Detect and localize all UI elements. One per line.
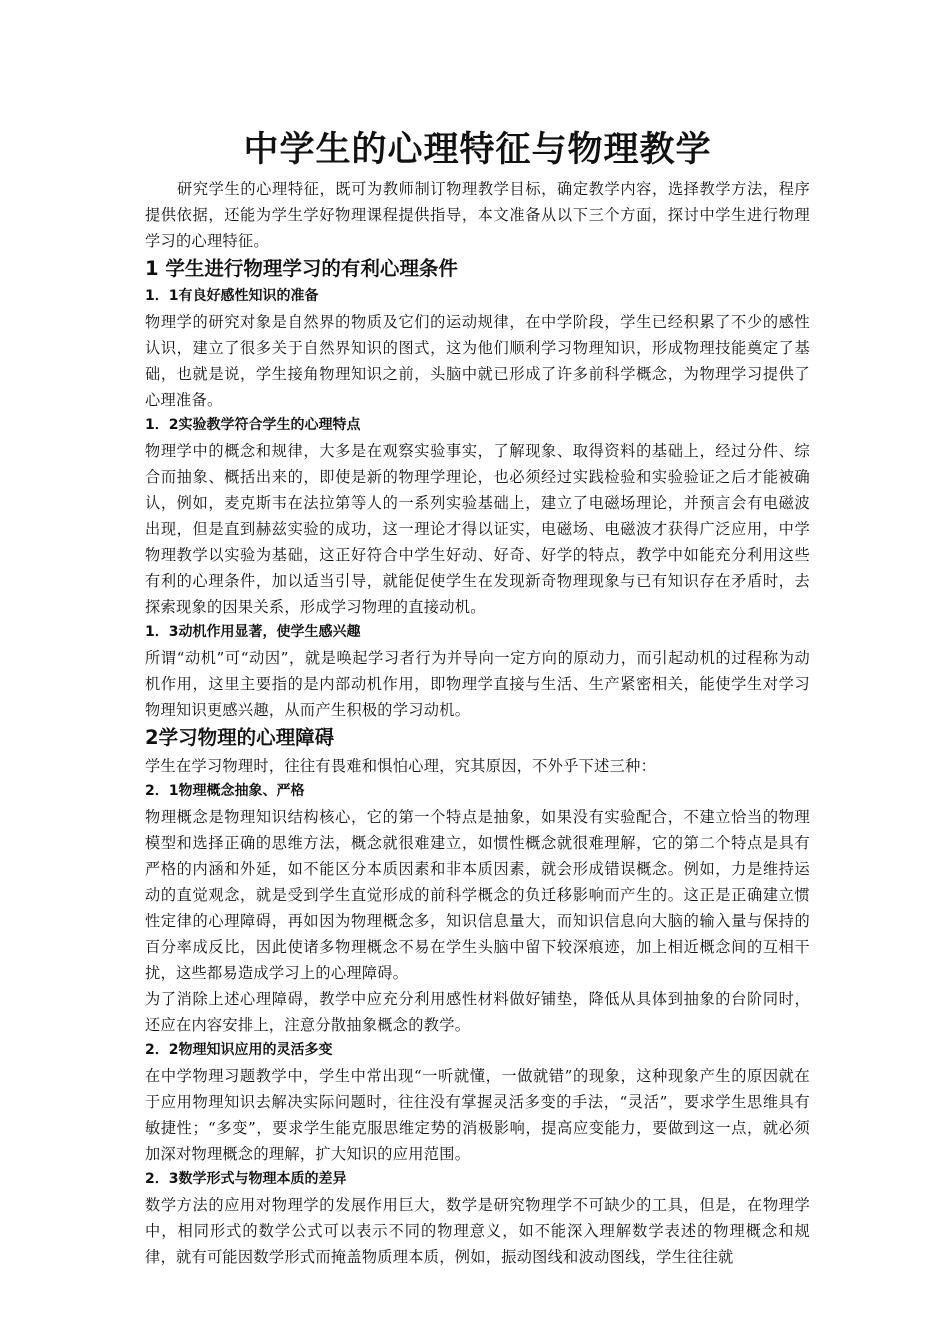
subsection-heading: 2．1物理概念抽象、严格 (145, 783, 305, 799)
document-title: 中学生的心理特征与物理教学 (243, 130, 712, 170)
section-heading: 2学习物理的心理障碍 (145, 726, 335, 749)
body-paragraph: 物理学中的概念和规律，大多是在观察实验事实，了解现象、取得资料的基础上，经过分件、综合而抽象、概括出来的，即使是新的物理学理论，也必须经过实践检验和实验验证之后才能被确认，例如，麦克斯韦在法拉第等人的一系列实验基础上，建立了电磁场理论，并预言会有电磁波出现，但是直到赫兹实验的成功，这一理论才得以证实，电磁场、电磁波才获得广泛应用，中学物理教学以实验为基础，这正好符合中学生好动、好奇、好学的特点，教学中如能充分利用这些有利的心理条件，加以适当引导，就能促使学生在发现新奇物理现象与已有知识存在矛盾时，去探索现象的因果关系，形成学习物理的直接动机。 (145, 442, 810, 616)
section-heading: 1 学生进行物理学习的有利心理条件 (145, 257, 458, 280)
subsection-heading: 2．3数学形式与物理本质的差异 (145, 1171, 347, 1187)
body-paragraph: 数学方法的应用对物理学的发展作用巨大，数学是研究物理学不可缺少的工具，但是，在物理学中，相同形式的数学公式可以表示不同的物理意义，如不能深入理解数学表述的物理概念和规律，就有可能因数学形式而掩盖物质理本质，例如，振动图线和波动图线，学生往往就 (145, 1196, 810, 1266)
body-paragraph: 物理概念是物理知识结构核心，它的第一个特点是抽象，如果没有实验配合，不建立恰当的物理模型和选择正确的思维方法，概念就很难建立，如惯性概念就很难理解，它的第二个特点是具有严格的内涵和外延，如不能区分本质因素和非本质因素，就会形成错误概念。例如，力是维持运动的直觉观念，就是受到学生直觉形成的前科学概念的负迁移影响而产生的。这正是正确建立惯性定律的心理障碍，再如因为物理概念多，知识信息量大，而知识信息向大脑的输入量与保持的百分率成反比，因此使诸多物理概念不易在学生头脑中留下较深痕迹，加上相近概念间的互相干扰，这些都易造成学习上的心理障碍。 (145, 808, 810, 982)
body-paragraph: 为了消除上述心理障碍，教学中应充分利用感性材料做好铺垫，降低从具体到抽象的台阶同时，还应在内容安排上，注意分散抽象概念的教学。 (145, 990, 810, 1034)
section-2 (145, 723, 810, 1270)
document-page (145, 126, 810, 1270)
body-paragraph: 在中学物理习题教学中，学生中常出现“一听就懂，一做就错”的现象，这种现象产生的原因就在于应用物理知识去解决实际问题时，往往没有掌握灵活多变的手法，“灵活”，要求学生思维具有敏捷性；“多变”，要求学生能克服思维定势的消极影响，提高应变能力，要做到这一点，就必须加深对物理概念的理解，扩大知识的应用范围。 (145, 1067, 810, 1163)
intro-paragraph: 研究学生的心理特征，既可为教师制订物理教学目标，确定教学内容，选择教学方法，程序提供依据，还能为学生学好物理课程提供指导，本文准备从以下三个方面，探讨中学生进行物理学习的心理特征。 (145, 180, 810, 250)
body-paragraph: 所谓“动机”可“动因”，就是唤起学习者行为并导向一定方向的原动力，而引起动机的过程称为动机作用，这里主要指的是内部动机作用，即物理学直接与生活、生产紧密相关，能使学生对学习物理知识更感兴趣，从而产生积极的学习动机。 (145, 649, 810, 719)
subsection-heading: 1．1有良好感性知识的准备 (145, 288, 319, 304)
subsection-heading: 1．2实验教学符合学生的心理特点 (145, 417, 361, 433)
section-intro-paragraph: 学生在学习物理时，往往有畏难和惧怕心理，究其原因，不外乎下述三种： (145, 757, 657, 775)
body-paragraph: 物理学的研究对象是自然界的物质及它们的运动规律，在中学阶段，学生已经积累了不少的感性认识，建立了很多关于自然界知识的图式，这为他们顺利学习物理知识，形成物理技能奠定了基础，也就是说，学生接角物理知识之前，头脑中就已形成了许多前科学概念，为物理学习提供了心理准备。 (145, 313, 810, 409)
subsection-heading: 2．2物理知识应用的灵活多变 (145, 1042, 333, 1058)
section-1 (145, 254, 810, 723)
subsection-heading: 1．3动机作用显著，使学生感兴趣 (145, 624, 361, 640)
